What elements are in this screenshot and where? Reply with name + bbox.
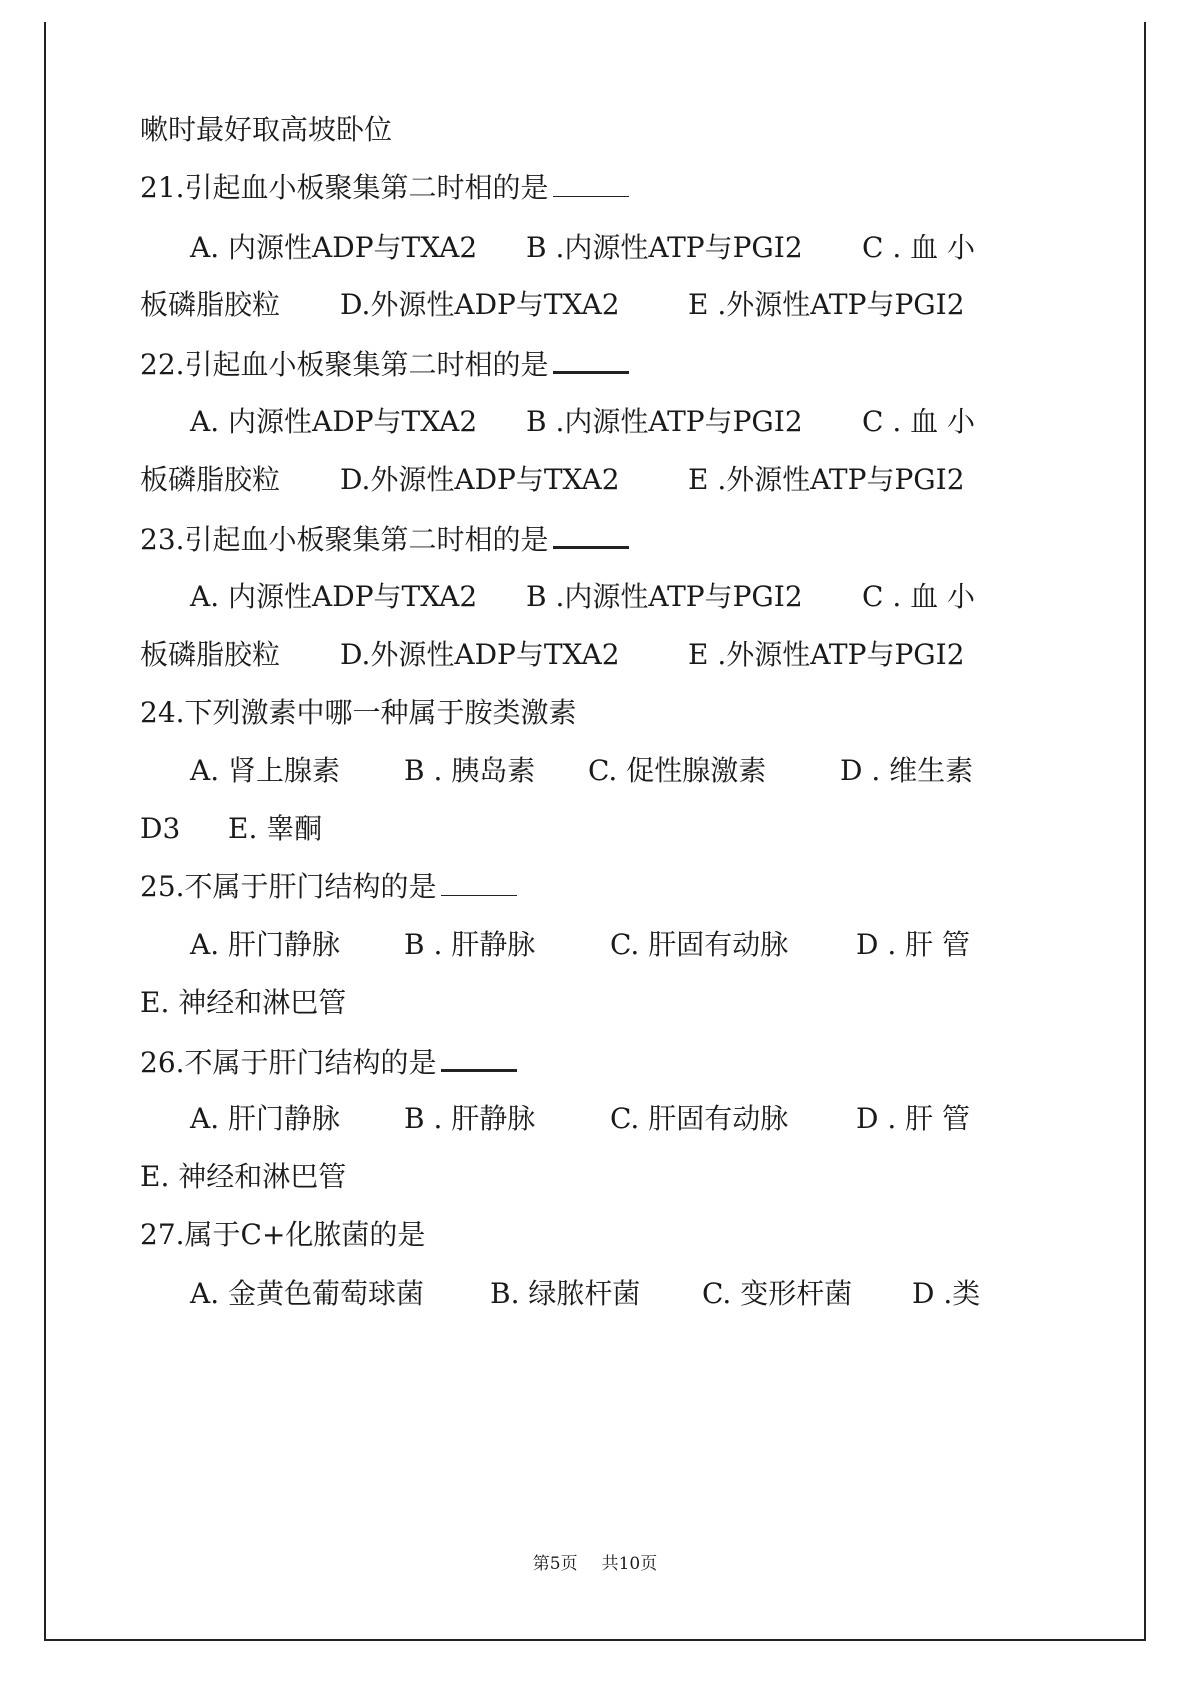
option-c-continued: 板磷脂胶粒 — [140, 288, 281, 321]
option-d: D . 肝 管 — [856, 928, 971, 961]
option-e: E. 神经和淋巴管 — [140, 986, 347, 1019]
option-b: B .内源性ATP与PGI2 — [526, 405, 803, 438]
option-a: A. 肝门静脉 — [190, 928, 341, 961]
option-d-continued: D3 — [140, 812, 181, 845]
page-border-bottom — [44, 1639, 1146, 1641]
question-25-options-row-2 — [140, 981, 1060, 1025]
page-footer — [0, 1552, 1190, 1576]
question-23-options-row-1 — [190, 575, 1060, 619]
question-23-stem — [140, 516, 1060, 560]
option-d: D.外源性ADP与TXA2 — [340, 463, 620, 496]
question-23-options-row-2 — [140, 633, 1060, 677]
page-number: 第5页 — [532, 1554, 578, 1574]
option-d: D.外源性ADP与TXA2 — [340, 288, 620, 321]
question-25-stem — [140, 865, 1060, 909]
answer-blank — [553, 516, 629, 549]
option-c: C. 变形杆菌 — [702, 1277, 853, 1310]
option-a: A. 内源性ADP与TXA2 — [190, 405, 478, 438]
option-c-continued: 板磷脂胶粒 — [140, 463, 281, 496]
question-24-stem — [140, 691, 1060, 735]
option-a: A. 内源性ADP与TXA2 — [190, 580, 478, 613]
question-26-options-row-1 — [190, 1097, 1060, 1141]
option-c: C. 促性腺激素 — [588, 754, 767, 787]
option-b: B .内源性ATP与PGI2 — [526, 580, 803, 613]
option-e: E. 睾酮 — [228, 812, 323, 845]
question-stem-text: 27.属于C+化脓菌的是 — [140, 1218, 426, 1251]
question-21-options-row-1 — [190, 226, 1060, 270]
answer-blank — [553, 166, 629, 197]
continuation-text: 嗽时最好取高坡卧位 — [140, 113, 393, 146]
answer-blank — [553, 341, 629, 374]
page-border-left — [44, 22, 46, 1640]
option-e: E. 神经和淋巴管 — [140, 1160, 347, 1193]
option-b: B . 肝静脉 — [404, 1102, 536, 1135]
option-c: C. 肝固有动脉 — [610, 1102, 789, 1135]
option-e: E .外源性ATP与PGI2 — [688, 638, 965, 671]
page-total: 共10页 — [601, 1554, 658, 1574]
question-27-options-row-1 — [190, 1272, 1060, 1316]
question-26-options-row-2 — [140, 1155, 1060, 1199]
option-e: E .外源性ATP与PGI2 — [688, 463, 965, 496]
question-stem-text: 23.引起血小板聚集第二时相的是 — [140, 523, 549, 556]
option-d: D.外源性ADP与TXA2 — [340, 638, 620, 671]
option-a: A. 肝门静脉 — [190, 1102, 341, 1135]
option-a: A. 金黄色葡萄球菌 — [190, 1277, 425, 1310]
option-c: C. 肝固有动脉 — [610, 928, 789, 961]
option-b: B . 肝静脉 — [404, 928, 536, 961]
question-25-options-row-1 — [190, 923, 1060, 967]
question-21-stem — [140, 166, 1060, 210]
question-stem-text: 22.引起血小板聚集第二时相的是 — [140, 348, 549, 381]
question-24-options-row-2 — [140, 807, 1060, 851]
option-c: C . 血 小 — [862, 580, 976, 613]
option-c: C . 血 小 — [862, 405, 976, 438]
question-22-stem — [140, 341, 1060, 385]
page-border-right — [1144, 22, 1146, 1640]
question-27-stem — [140, 1213, 1060, 1257]
option-a: A. 内源性ADP与TXA2 — [190, 231, 478, 264]
option-c-continued: 板磷脂胶粒 — [140, 638, 281, 671]
question-26-stem — [140, 1039, 1060, 1083]
question-stem-text: 25.不属于肝门结构的是 — [140, 870, 437, 903]
option-b: B. 绿脓杆菌 — [490, 1277, 641, 1310]
option-d: D . 肝 管 — [856, 1102, 971, 1135]
answer-blank — [441, 865, 517, 896]
question-22-options-row-2 — [140, 458, 1060, 502]
option-d: D . 维生素 — [840, 754, 974, 787]
question-stem-text: 24.下列激素中哪一种属于胺类激素 — [140, 696, 577, 729]
question-21-options-row-2 — [140, 283, 1060, 327]
option-e: E .外源性ATP与PGI2 — [688, 288, 965, 321]
question-24-options-row-1 — [190, 749, 1060, 793]
question-22-options-row-1 — [190, 400, 1060, 444]
option-b: B .内源性ATP与PGI2 — [526, 231, 803, 264]
option-b: B . 胰岛素 — [404, 754, 536, 787]
question-stem-text: 26.不属于肝门结构的是 — [140, 1046, 437, 1079]
option-c: C . 血 小 — [862, 231, 976, 264]
option-a: A. 肾上腺素 — [190, 754, 341, 787]
option-d: D .类 — [912, 1277, 981, 1310]
answer-blank — [441, 1039, 517, 1072]
question-stem-text: 21.引起血小板聚集第二时相的是 — [140, 171, 549, 204]
